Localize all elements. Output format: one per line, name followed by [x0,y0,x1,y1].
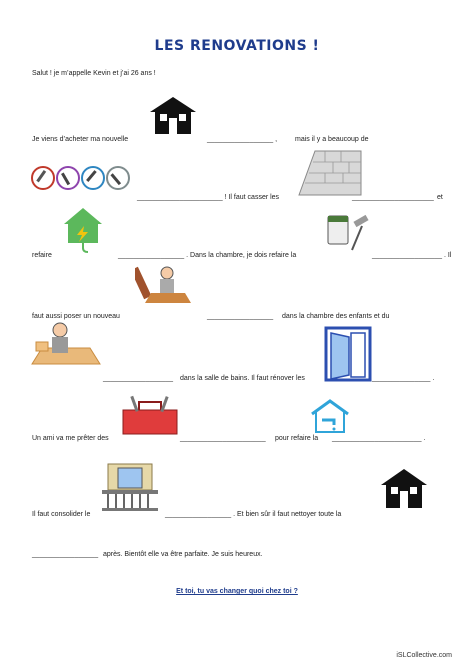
blank-6b[interactable]: _______________ . [372,375,435,382]
electricity-icon [62,206,104,254]
plumbing-icon [308,398,352,436]
sentence-2-end: mais il y a beaucoup de [295,136,369,143]
tiler-icon [30,320,102,374]
blank-5[interactable]: _________________ [207,313,274,320]
sentence-5-end: dans la chambre des enfants et du [282,313,390,320]
blank-7a[interactable]: ______________________ [180,435,266,442]
blank-6a[interactable]: __________________ [103,375,174,382]
sentence-7-middle: pour refaire la [275,435,319,442]
sentence-9-end: après. Bientôt elle va être parfaite. Je suis heureux. [103,551,263,558]
tools-icon [30,165,130,191]
sentence-7-start: Un ami va me prêter des [32,435,109,442]
brick-wall-icon [295,145,363,197]
blank-4a[interactable]: _________________ . Dans la chambre, je dois refaire la [118,252,297,259]
blank-3b[interactable]: _____________________ [352,194,434,201]
house-icon [149,96,197,134]
blank-8[interactable]: _________________ . Et bien sûr il faut nettoyer toute la [165,511,342,518]
sentence-8-start: Il faut consolider le [32,511,91,518]
window-icon [323,325,373,383]
blank-7b[interactable]: _______________________ . [332,435,426,442]
intro-line: Salut ! je m’appelle Kevin et j’ai 26 ans ! [32,70,156,77]
page-title: LES RENOVATIONS ! [154,38,320,54]
closing-question: Et toi, tu vas changer quoi chez toi ? [176,588,298,595]
floor-worker-icon [135,263,193,307]
sentence-5-start: faut aussi poser un nouveau [32,313,120,320]
house-icon-2 [380,468,428,508]
sentence-6-middle: dans la salle de bains. Il faut rénover les [180,375,305,382]
word-et: et [437,194,443,201]
blank-4b[interactable]: __________________ . Il [372,252,452,259]
balcony-icon [100,462,160,514]
word-refaire: refaire [32,252,52,259]
paint-bucket-icon [322,204,374,256]
toolbox-icon [119,392,181,438]
footer-watermark: iSLCollective.com [396,652,452,659]
blank-3a[interactable]: ______________________ ! Il faut casser les [137,194,280,201]
blank-9[interactable]: _________________ [32,551,99,558]
sentence-2-start: Je viens d’acheter ma nouvelle [32,136,129,143]
blank-2[interactable]: _________________ , [207,136,278,143]
